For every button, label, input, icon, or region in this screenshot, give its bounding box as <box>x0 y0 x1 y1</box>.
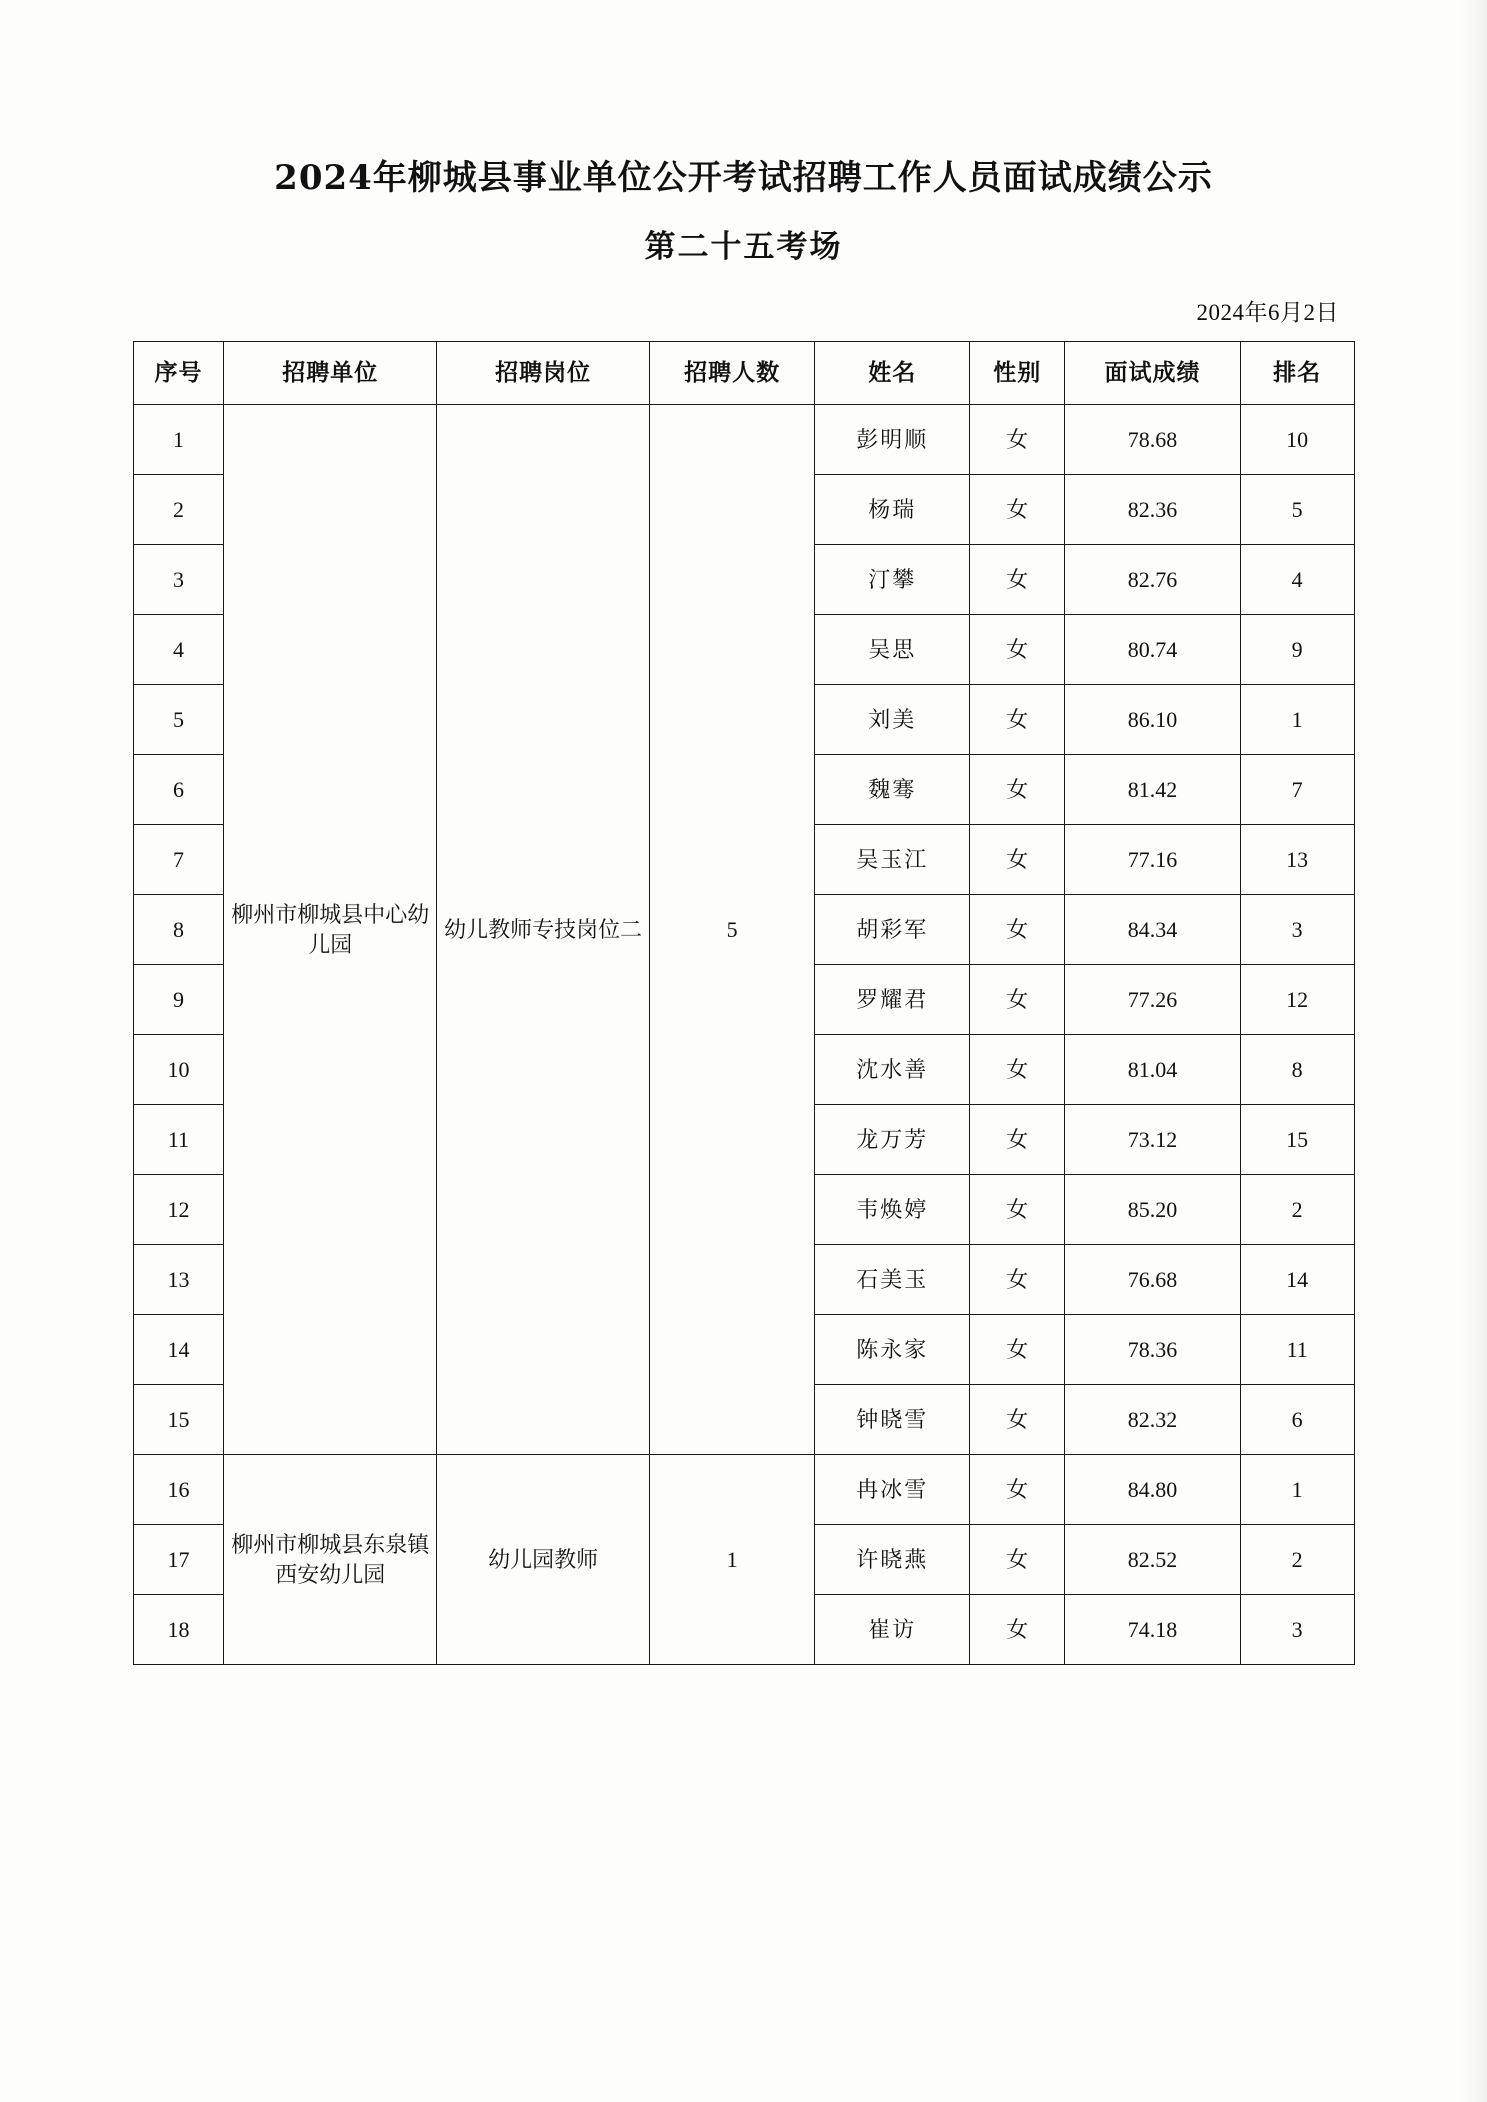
cell-name: 彭明顺 <box>815 405 970 475</box>
cell-unit: 柳州市柳城县东泉镇西安幼儿园 <box>224 1455 437 1665</box>
cell-name: 杨瑞 <box>815 475 970 545</box>
cell-score: 82.76 <box>1065 545 1241 615</box>
cell-count: 1 <box>649 1455 814 1665</box>
cell-name: 龙万芳 <box>815 1105 970 1175</box>
cell-score: 81.04 <box>1065 1035 1241 1105</box>
cell-rank: 2 <box>1240 1525 1354 1595</box>
cell-name: 吴玉江 <box>815 825 970 895</box>
cell-rank: 6 <box>1240 1385 1354 1455</box>
cell-gender: 女 <box>970 545 1065 615</box>
table-body <box>133 405 1354 1665</box>
cell-rank: 13 <box>1240 825 1354 895</box>
cell-name: 汀攀 <box>815 545 970 615</box>
cell-gender: 女 <box>970 1595 1065 1665</box>
cell-gender: 女 <box>970 895 1065 965</box>
cell-score: 80.74 <box>1065 615 1241 685</box>
cell-rank: 12 <box>1240 965 1354 1035</box>
cell-score: 76.68 <box>1065 1245 1241 1315</box>
cell-gender: 女 <box>970 1525 1065 1595</box>
header-seq: 序号 <box>133 342 224 405</box>
table-header-row <box>133 342 1354 405</box>
cell-name: 吴思 <box>815 615 970 685</box>
table-row <box>133 1455 1354 1525</box>
cell-gender: 女 <box>970 405 1065 475</box>
header-name: 姓名 <box>815 342 970 405</box>
page-subtitle: 第二十五考场 <box>644 229 843 265</box>
cell-rank: 10 <box>1240 405 1354 475</box>
cell-seq: 16 <box>133 1455 224 1525</box>
cell-score: 85.20 <box>1065 1175 1241 1245</box>
cell-gender: 女 <box>970 965 1065 1035</box>
cell-rank: 11 <box>1240 1315 1354 1385</box>
cell-gender: 女 <box>970 1245 1065 1315</box>
cell-seq: 17 <box>133 1525 224 1595</box>
cell-score: 86.10 <box>1065 685 1241 755</box>
cell-seq: 3 <box>133 545 224 615</box>
cell-seq: 6 <box>133 755 224 825</box>
cell-score: 78.36 <box>1065 1315 1241 1385</box>
cell-score: 74.18 <box>1065 1595 1241 1665</box>
cell-name: 魏骞 <box>815 755 970 825</box>
cell-gender: 女 <box>970 755 1065 825</box>
results-table-wrapper <box>133 341 1355 1665</box>
cell-seq: 5 <box>133 685 224 755</box>
cell-gender: 女 <box>970 1175 1065 1245</box>
header-gender: 性别 <box>970 342 1065 405</box>
cell-seq: 18 <box>133 1595 224 1665</box>
cell-rank: 1 <box>1240 1455 1354 1525</box>
header-unit: 招聘单位 <box>224 342 437 405</box>
cell-rank: 5 <box>1240 475 1354 545</box>
cell-score: 73.12 <box>1065 1105 1241 1175</box>
cell-seq: 8 <box>133 895 224 965</box>
cell-rank: 9 <box>1240 615 1354 685</box>
header-rank: 排名 <box>1240 342 1354 405</box>
page-title: 2024年柳城县事业单位公开考试招聘工作人员面试成绩公示 <box>274 158 1213 198</box>
cell-unit: 柳州市柳城县中心幼儿园 <box>224 405 437 1455</box>
cell-name: 胡彩军 <box>815 895 970 965</box>
header-count: 招聘人数 <box>649 342 814 405</box>
cell-gender: 女 <box>970 1035 1065 1105</box>
cell-score: 82.52 <box>1065 1525 1241 1595</box>
cell-name: 崔访 <box>815 1595 970 1665</box>
cell-seq: 7 <box>133 825 224 895</box>
cell-gender: 女 <box>970 1315 1065 1385</box>
cell-gender: 女 <box>970 825 1065 895</box>
cell-score: 81.42 <box>1065 755 1241 825</box>
document-date: 2024年6月2日 <box>1196 300 1339 325</box>
cell-score: 82.36 <box>1065 475 1241 545</box>
cell-gender: 女 <box>970 685 1065 755</box>
cell-name: 陈永家 <box>815 1315 970 1385</box>
cell-rank: 15 <box>1240 1105 1354 1175</box>
cell-seq: 11 <box>133 1105 224 1175</box>
cell-rank: 2 <box>1240 1175 1354 1245</box>
cell-seq: 14 <box>133 1315 224 1385</box>
cell-rank: 3 <box>1240 895 1354 965</box>
cell-score: 84.80 <box>1065 1455 1241 1525</box>
cell-name: 石美玉 <box>815 1245 970 1315</box>
cell-seq: 1 <box>133 405 224 475</box>
cell-rank: 8 <box>1240 1035 1354 1105</box>
cell-name: 罗耀君 <box>815 965 970 1035</box>
cell-name: 许晓燕 <box>815 1525 970 1595</box>
cell-rank: 4 <box>1240 545 1354 615</box>
table-row <box>133 405 1354 475</box>
cell-gender: 女 <box>970 1105 1065 1175</box>
cell-name: 韦焕婷 <box>815 1175 970 1245</box>
cell-count: 5 <box>649 405 814 1455</box>
cell-seq: 4 <box>133 615 224 685</box>
table-header <box>133 342 1354 405</box>
cell-seq: 9 <box>133 965 224 1035</box>
cell-rank: 14 <box>1240 1245 1354 1315</box>
cell-seq: 2 <box>133 475 224 545</box>
cell-gender: 女 <box>970 1455 1065 1525</box>
results-table <box>133 341 1355 1665</box>
cell-score: 77.16 <box>1065 825 1241 895</box>
cell-score: 77.26 <box>1065 965 1241 1035</box>
cell-name: 钟晓雪 <box>815 1385 970 1455</box>
cell-seq: 10 <box>133 1035 224 1105</box>
cell-seq: 12 <box>133 1175 224 1245</box>
cell-post: 幼儿园教师 <box>437 1455 650 1665</box>
cell-gender: 女 <box>970 475 1065 545</box>
cell-seq: 15 <box>133 1385 224 1455</box>
header-post: 招聘岗位 <box>437 342 650 405</box>
cell-seq: 13 <box>133 1245 224 1315</box>
cell-rank: 3 <box>1240 1595 1354 1665</box>
cell-name: 刘美 <box>815 685 970 755</box>
cell-rank: 1 <box>1240 685 1354 755</box>
cell-score: 82.32 <box>1065 1385 1241 1455</box>
cell-name: 沈水善 <box>815 1035 970 1105</box>
cell-score: 84.34 <box>1065 895 1241 965</box>
cell-gender: 女 <box>970 1385 1065 1455</box>
cell-post: 幼儿教师专技岗位二 <box>437 405 650 1455</box>
cell-name: 冉冰雪 <box>815 1455 970 1525</box>
cell-rank: 7 <box>1240 755 1354 825</box>
cell-score: 78.68 <box>1065 405 1241 475</box>
header-score: 面试成绩 <box>1065 342 1241 405</box>
cell-gender: 女 <box>970 615 1065 685</box>
